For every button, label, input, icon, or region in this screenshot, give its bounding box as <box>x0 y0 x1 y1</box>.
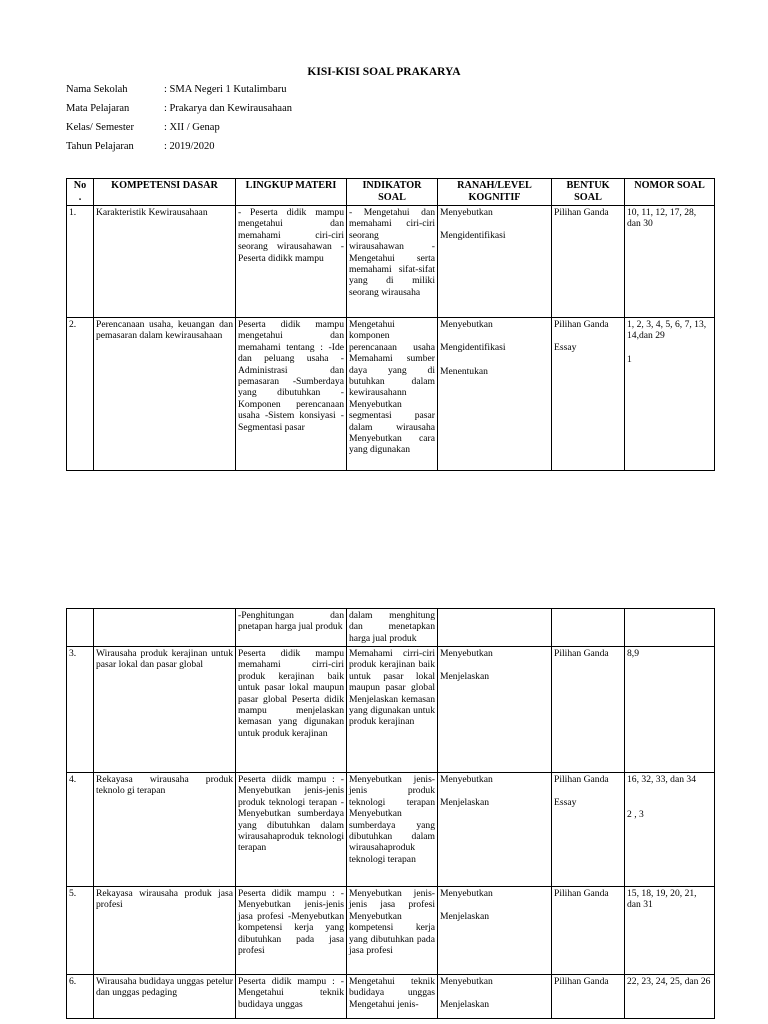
cell-indikator: Menyebutkan jenis-jenis produk teknologi terapan Menyebutkan sumberdaya yang dibutuhkan dalam wirausahaproduk teknologi terapan <box>347 773 438 887</box>
table-header-row <box>67 179 715 206</box>
cell-lingkup: -Penghitungan dan pnetapan harga jual produk <box>236 609 347 647</box>
header-no: No . <box>67 179 94 206</box>
cell-no: 3. <box>67 647 94 773</box>
cell-nomor: 22, 23, 24, 25, dan 26 <box>625 975 715 1019</box>
cell-ranah: Menyebutkan Menjelaskan <box>438 773 552 887</box>
header-kompetensi: KOMPETENSI DASAR <box>94 179 236 206</box>
header-lingkup: LINGKUP MATERI <box>236 179 347 206</box>
kisi-table-part-1 <box>66 178 715 471</box>
meta-label: Nama Sekolah <box>66 84 128 95</box>
cell-kompetensi: Wirausaha produk kerajinan untuk pasar lokal dan pasar global <box>94 647 236 773</box>
header-indikator: INDIKATOR SOAL <box>347 179 438 206</box>
cell-indikator: Memahami cirri-ciri produk kerajinan baik untuk pasar lokal maupun pasar global Menjelaskan kemasan yang digunakan untuk produk kerajinan <box>347 647 438 773</box>
cell-nomor: 10, 11, 12, 17, 28, dan 30 <box>625 206 715 318</box>
meta-value: : 2019/2020 <box>164 141 215 152</box>
table-row <box>67 206 715 318</box>
cell-ranah: Menyebutkan Menjelaskan <box>438 647 552 773</box>
cell-lingkup: Peserta didik mampu : -Menyebutkan jenis-jenis jasa profesi -Menyebutkan kompetensi kerja yang dibutuhkan pada jasa profesi <box>236 887 347 975</box>
cell-no: 5. <box>67 887 94 975</box>
cell-bentuk: Pilihan Ganda <box>552 647 625 773</box>
cell-no: 1. <box>67 206 94 318</box>
cell-kompetensi: Perencanaan usaha, keuangan dan pemasaran dalam kewirausahaan <box>94 318 236 471</box>
table-row <box>67 975 715 1019</box>
cell-nomor: 16, 32, 33, dan 34 2 , 3 <box>625 773 715 887</box>
header-ranah: RANAH/LEVEL KOGNITIF <box>438 179 552 206</box>
cell-no: 6. <box>67 975 94 1019</box>
table-row <box>67 609 715 647</box>
cell-bentuk: Pilihan Ganda Essay <box>552 773 625 887</box>
cell-nomor <box>625 609 715 647</box>
cell-nomor: 1, 2, 3, 4, 5, 6, 7, 13, 14,dan 29 1 <box>625 318 715 471</box>
cell-ranah: Menyebutkan Mengidentifikasi Menentukan <box>438 318 552 471</box>
meta-value: : XII / Genap <box>164 122 220 133</box>
header-nomor: NOMOR SOAL <box>625 179 715 206</box>
header-bentuk: BENTUK SOAL <box>552 179 625 206</box>
meta-label: Kelas/ Semester <box>66 122 134 133</box>
cell-bentuk <box>552 609 625 647</box>
table-row <box>67 887 715 975</box>
cell-no <box>67 609 94 647</box>
cell-bentuk: Pilihan Ganda <box>552 887 625 975</box>
cell-ranah: Menyebutkan Menjelaskan <box>438 975 552 1019</box>
meta-value: : SMA Negeri 1 Kutalimbaru <box>164 84 287 95</box>
cell-no: 4. <box>67 773 94 887</box>
cell-kompetensi: Wirausaha budidaya unggas petelur dan unggas pedaging <box>94 975 236 1019</box>
cell-indikator: - Mengetahui dan memahami ciri-ciri seorang wirausahawan - Mengetahui serta memahami sifat-sifat yang di miliki seorang wirausaha <box>347 206 438 318</box>
meta-label: Tahun Pelajaran <box>66 141 134 152</box>
table-row <box>67 318 715 471</box>
cell-no: 2. <box>67 318 94 471</box>
cell-nomor: 15, 18, 19, 20, 21, dan 31 <box>625 887 715 975</box>
cell-indikator: Menyebutkan jenis-jenis jasa profesi Menyebutkan kompetensi kerja yang dibutuhkan pada jasa profesi <box>347 887 438 975</box>
cell-lingkup: Peserta diidk mampu : -Menyebutkan jenis-jenis produk teknologi terapan -Menyebutkan sumberdaya yang dibutuhkan dalam wirausahaproduk teknologi terapan <box>236 773 347 887</box>
cell-lingkup: Peserta didik mampu mengetahui dan memahami tentang : -Ide dan peluang usaha -Administrasi dan pemasaran -Sumberdaya yang dibutuhkan -Komponen perencanaan usaha -Sistem konsiyasi -Segmentasi pasar <box>236 318 347 471</box>
cell-kompetensi: Rekayasa wirausaha produk teknolo gi terapan <box>94 773 236 887</box>
cell-bentuk: Pilihan Ganda <box>552 206 625 318</box>
cell-ranah <box>438 609 552 647</box>
cell-lingkup: - Peserta didik mampu mengetahui dan memahami ciri-ciri seorang wirausahawan - Peserta didikk mampu <box>236 206 347 318</box>
cell-bentuk: Pilihan Ganda <box>552 975 625 1019</box>
table-row <box>67 773 715 887</box>
cell-indikator: Mengetahui komponen perencanaan usaha Memahami sumber daya yang di butuhkan dalam kewirausahann Menyebutkan segmentasi pasar dalam wirausaha Menyebutkan cara yang digunakan <box>347 318 438 471</box>
cell-kompetensi: Karakteristik Kewirausahaan <box>94 206 236 318</box>
cell-kompetensi: Rekayasa wirausaha produk jasa profesi <box>94 887 236 975</box>
cell-indikator: dalam menghitung dan menetapkan harga jual produk <box>347 609 438 647</box>
cell-indikator: Mengetahui teknik budidaya unggas Mengetahui jenis- <box>347 975 438 1019</box>
page-title: KISI-KISI SOAL PRAKARYA <box>307 66 461 78</box>
cell-lingkup: Peserta didik mampu memahami cirri-ciri produk kerajinan baik untuk pasar lokal maupun pasar global Peserta didik mampu menjelaskan kemasan yang digunakan untuk produk kerajinan <box>236 647 347 773</box>
cell-ranah: Menyebutkan Menjelaskan <box>438 887 552 975</box>
cell-lingkup: Peserta didik mampu : -Mengetahui teknik budidaya unggas <box>236 975 347 1019</box>
cell-nomor: 8,9 <box>625 647 715 773</box>
cell-bentuk: Pilihan Ganda Essay <box>552 318 625 471</box>
table-row <box>67 647 715 773</box>
meta-label: Mata Pelajaran <box>66 103 130 114</box>
cell-ranah: Menyebutkan Mengidentifikasi <box>438 206 552 318</box>
cell-kompetensi <box>94 609 236 647</box>
kisi-table-part-2 <box>66 608 715 1019</box>
meta-value: : Prakarya dan Kewirausahaan <box>164 103 292 114</box>
